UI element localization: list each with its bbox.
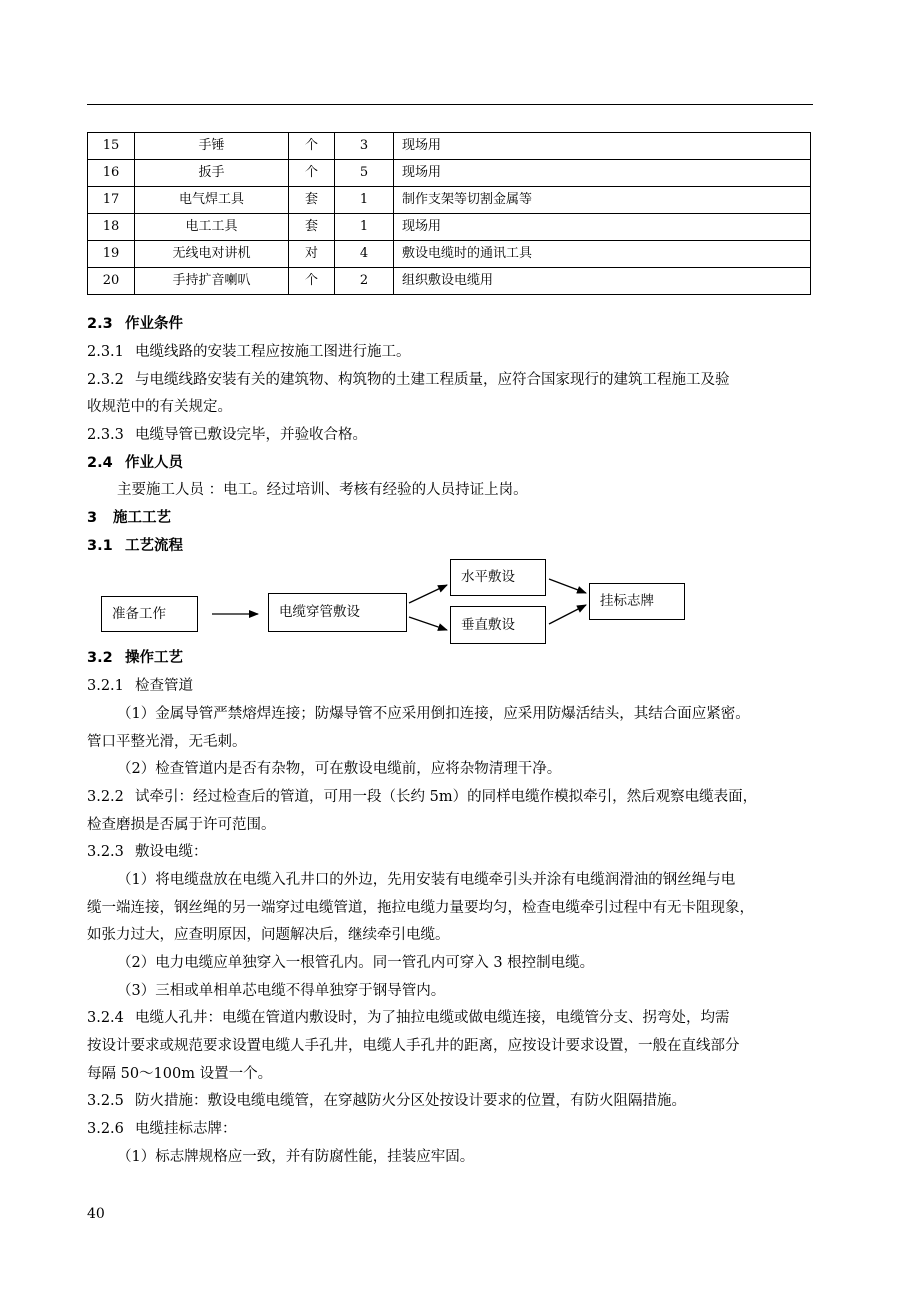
cell-note: 现场用 [394, 214, 811, 241]
clause-3-2-3-item-1-cont2: 如张力过大，应查明原因，问题解决后，继续牵引电缆。 [87, 927, 450, 943]
flow-box-prepare: 准备工作 [101, 596, 198, 632]
flow-box-tag: 挂标志牌 [589, 583, 685, 620]
cell-quantity: 5 [335, 160, 394, 187]
cell-note: 现场用 [394, 160, 811, 187]
clause-3-2-3-item-1: （1）将电缆盘放在电缆入孔井口的外边，先用安装有电缆牵引头并涂有电缆润滑油的钢丝绳与电 [117, 872, 736, 888]
cell-unit: 套 [289, 214, 335, 241]
cell-unit: 个 [289, 268, 335, 295]
cell-note: 现场用 [394, 133, 811, 160]
clause-2-3-2-cont: 收规范中的有关规定。 [87, 399, 232, 415]
clause-3-2-1: 3.2.1 检查管道 [87, 678, 193, 694]
cell-unit: 个 [289, 133, 335, 160]
flow-box-vertical: 垂直敷设 [450, 606, 546, 644]
cell-quantity: 3 [335, 133, 394, 160]
clause-3-2-4-cont2: 每隔 50～100m 设置一个。 [87, 1066, 273, 1082]
clause-2-3-1: 2.3.1 电缆线路的安装工程应按施工图进行施工。 [87, 344, 411, 360]
clause-3-2-2-cont: 检查磨损是否属于许可范围。 [87, 817, 276, 833]
cell-note: 敷设电缆时的通讯工具 [394, 241, 811, 268]
cell-tool-name: 手锤 [135, 133, 289, 160]
clause-3-2-1-item-2: （2）检查管道内是否有杂物，可在敷设电缆前，应将杂物清理干净。 [117, 761, 562, 777]
section-3-2-heading: 3.2 操作工艺 [87, 650, 183, 666]
cell-quantity: 2 [335, 268, 394, 295]
clause-3-2-6: 3.2.6 电缆挂标志牌： [87, 1121, 237, 1137]
clause-3-2-1-item-1: （1）金属导管严禁熔焊连接；防爆导管不应采用倒扣连接，应采用防爆活结头，其结合面应紧密。 [117, 706, 750, 722]
cell-tool-name: 电工工具 [135, 214, 289, 241]
clause-3-2-5: 3.2.5 防火措施：敷设电缆电缆管，在穿越防火分区处按设计要求的位置，有防火阻隔措施。 [87, 1093, 686, 1109]
cell-tool-name: 无线电对讲机 [135, 241, 289, 268]
flow-box-horizontal: 水平敷设 [450, 559, 546, 596]
section-3-1-heading: 3.1 工艺流程 [87, 538, 183, 554]
arrow-horizontal-to-tag [549, 579, 586, 593]
cell-row-number: 17 [88, 187, 135, 214]
arrow-conduit-to-horizontal [409, 585, 447, 603]
page-number: 40 [87, 1206, 105, 1222]
cell-quantity: 1 [335, 187, 394, 214]
clause-2-3-3: 2.3.3 电缆导管已敷设完毕，并验收合格。 [87, 427, 367, 443]
cell-row-number: 19 [88, 241, 135, 268]
flow-box-conduit: 电缆穿管敷设 [268, 593, 407, 632]
cell-quantity: 4 [335, 241, 394, 268]
section-2-3-heading: 2.3 作业条件 [87, 316, 183, 332]
cell-unit: 对 [289, 241, 335, 268]
clause-2-3-2: 2.3.2 与电缆线路安装有关的建筑物、构筑物的土建工程质量，应符合国家现行的建筑工程施工及验 [87, 372, 730, 388]
cell-note: 组织敷设电缆用 [394, 268, 811, 295]
clause-3-2-2: 3.2.2 试牵引：经过检查后的管道，可用一段（长约 5m）的同样电缆作模拟牵引，然后观察电缆表面， [87, 789, 758, 805]
clause-3-2-3: 3.2.3 敷设电缆： [87, 844, 208, 860]
clause-3-2-4: 3.2.4 电缆人孔井：电缆在管道内敷设时，为了抽拉电缆或做电缆连接，电缆管分支、拐弯处，均需 [87, 1010, 730, 1026]
cell-tool-name: 扳手 [135, 160, 289, 187]
clause-3-2-3-item-2: （2）电力电缆应单独穿入一根管孔内。同一管孔内可穿入 3 根控制电缆。 [117, 955, 595, 971]
arrow-vertical-to-tag [549, 605, 586, 624]
cell-tool-name: 手持扩音喇叭 [135, 268, 289, 295]
cell-row-number: 16 [88, 160, 135, 187]
cell-row-number: 20 [88, 268, 135, 295]
clause-3-2-6-item-1: （1）标志牌规格应一致，并有防腐性能，挂装应牢固。 [117, 1149, 475, 1165]
clause-3-2-3-item-3: （3）三相或单相单芯电缆不得单独穿于钢导管内。 [117, 983, 446, 999]
section-2-4-heading: 2.4 作业人员 [87, 455, 183, 471]
cell-tool-name: 电气焊工具 [135, 187, 289, 214]
clause-3-2-1-item-1-cont: 管口平整光滑，无毛刺。 [87, 734, 247, 750]
cell-unit: 套 [289, 187, 335, 214]
staff-paragraph: 主要施工人员 ：电工。经过培训、考核有经验的人员持证上岗。 [117, 482, 528, 498]
cell-note: 制作支架等切割金属等 [394, 187, 811, 214]
arrow-conduit-to-vertical [409, 617, 447, 630]
cell-row-number: 18 [88, 214, 135, 241]
cell-unit: 个 [289, 160, 335, 187]
cell-quantity: 1 [335, 214, 394, 241]
section-3-heading: 3 施工工艺 [87, 510, 171, 526]
clause-3-2-3-item-1-cont: 缆一端连接，钢丝绳的另一端穿过电缆管道，拖拉电缆力量要均匀，检查电缆牵引过程中有无卡阻现象， [87, 900, 754, 916]
clause-3-2-4-cont: 按设计要求或规范要求设置电缆人手孔井，电缆人手孔井的距离，应按设计要求设置，一般在直线部分 [87, 1038, 740, 1054]
cell-row-number: 15 [88, 133, 135, 160]
